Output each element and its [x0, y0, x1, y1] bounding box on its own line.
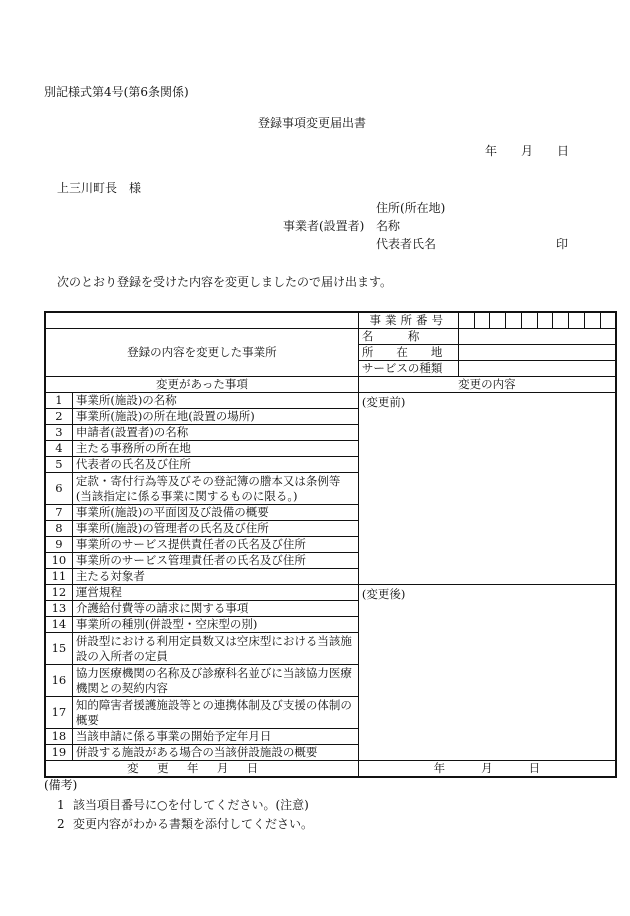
item-text: 事業所のサービス提供責任者の氏名及び住所 [72, 537, 358, 553]
office-number-row [45, 312, 616, 329]
office-number-box[interactable] [506, 312, 522, 329]
item-number[interactable]: 14 [45, 617, 72, 633]
facility-location-field[interactable] [458, 345, 616, 361]
item-number[interactable]: 4 [45, 441, 72, 457]
remark-text: 変更内容がわかる書類を添付してください。 [73, 817, 314, 831]
item-number[interactable]: 18 [45, 729, 72, 745]
seal-mark: 印 [556, 237, 569, 251]
change-date-year: 年 [433, 761, 446, 775]
remark-number: 2 [57, 817, 65, 831]
change-date-day: 日 [528, 761, 541, 775]
change-content-header: 変更の内容 [358, 377, 616, 393]
facility-label: 登録の内容を変更した事業所 [45, 329, 358, 377]
item-text: 代表者の氏名及び住所 [72, 457, 358, 473]
item-text: 介護給付費等の請求に関する事項 [72, 601, 358, 617]
changed-items-header: 変更があった事項 [45, 377, 358, 393]
office-number-box[interactable] [521, 312, 537, 329]
recipient: 上三川町長 様 [57, 181, 142, 195]
blank-corner [45, 312, 358, 329]
page-title: 登録事項変更届出書 [258, 116, 367, 130]
item-text: 当該申請に係る事業の開始予定年月日 [72, 729, 358, 745]
facility-name-label: 名 称 [358, 329, 458, 345]
form-label: 別記様式第4号(第6条関係) [44, 85, 189, 99]
office-number-box[interactable] [600, 312, 616, 329]
item-text: 知的障害者援護施設等との連携体制及び支援の体制の概要 [72, 697, 358, 729]
applicant-address-label: 住所(所在地) [376, 201, 446, 215]
item-text: 併設する施設がある場合の当該併設施設の概要 [72, 745, 358, 761]
item-number[interactable]: 11 [45, 569, 72, 585]
item-number[interactable]: 5 [45, 457, 72, 473]
facility-name-row [45, 329, 616, 345]
remark-text: 該当項目番号に○を付してください。(注意) [73, 798, 309, 812]
office-number-box[interactable] [490, 312, 506, 329]
item-number[interactable]: 10 [45, 553, 72, 569]
office-number-box[interactable] [474, 312, 490, 329]
remark-number: 1 [57, 798, 65, 812]
item-text: 申請者(設置者)の名称 [72, 425, 358, 441]
office-number-box[interactable] [553, 312, 569, 329]
date-day-label: 日 [557, 144, 570, 158]
item-text: 事業所(施設)の所在地(設置の場所) [72, 409, 358, 425]
item-number[interactable]: 7 [45, 505, 72, 521]
item-number[interactable]: 15 [45, 633, 72, 665]
item-text: 併設型における利用定員数又は空床型における当該施設の入所者の定員 [72, 633, 358, 665]
item-number[interactable]: 17 [45, 697, 72, 729]
item-number[interactable]: 6 [45, 473, 72, 505]
item-number[interactable]: 3 [45, 425, 72, 441]
item-text: 協力医療機関の名称及び診療科名並びに当該協力医療機関との契約内容 [72, 665, 358, 697]
facility-name-field[interactable] [458, 329, 616, 345]
column-header-row [45, 377, 616, 393]
before-change-field[interactable] [358, 393, 616, 585]
item-text: 主たる対象者 [72, 569, 358, 585]
service-type-field[interactable] [458, 361, 616, 377]
change-table [44, 311, 617, 778]
office-number-box[interactable] [584, 312, 600, 329]
item-number[interactable]: 12 [45, 585, 72, 601]
intro-text: 次のとおり登録を受けた内容を変更しましたので届け出ます。 [57, 275, 393, 289]
facility-location-label: 所 在 地 [358, 345, 458, 361]
applicant-name-label: 名称 [376, 219, 401, 233]
item-text: 定款・寄付行為等及びその登記簿の謄本又は条例等(当該指定に係る事業に関するものに限る。) [72, 473, 358, 505]
table-row [45, 393, 616, 409]
item-text: 事業所(施設)の名称 [72, 393, 358, 409]
office-number-box[interactable] [458, 312, 474, 329]
remarks-heading: (備考) [44, 778, 78, 792]
table-row [45, 585, 616, 601]
office-number-box[interactable] [569, 312, 585, 329]
item-number[interactable]: 1 [45, 393, 72, 409]
applicant-group-label: 事業者(設置者) [283, 219, 365, 233]
service-type-label: サービスの種類 [358, 361, 458, 377]
item-number[interactable]: 16 [45, 665, 72, 697]
after-change-field[interactable] [358, 585, 616, 761]
change-date-row [45, 761, 616, 778]
item-text: 事業所のサービス管理責任者の氏名及び住所 [72, 553, 358, 569]
date-month-label: 月 [521, 144, 534, 158]
office-number-label: 事業所番号 [358, 312, 458, 329]
change-date-field[interactable] [358, 761, 616, 778]
item-number[interactable]: 19 [45, 745, 72, 761]
change-date-label: 変更年月日 [45, 761, 358, 778]
item-text: 主たる事務所の所在地 [72, 441, 358, 457]
item-number[interactable]: 8 [45, 521, 72, 537]
item-number[interactable]: 2 [45, 409, 72, 425]
office-number-box[interactable] [537, 312, 553, 329]
item-number[interactable]: 9 [45, 537, 72, 553]
item-text: 事業所(施設)の平面図及び設備の概要 [72, 505, 358, 521]
item-number[interactable]: 13 [45, 601, 72, 617]
date-year-label: 年 [485, 144, 498, 158]
after-label: (変更後) [361, 587, 406, 601]
change-date-month: 月 [481, 761, 493, 775]
item-text: 運営規程 [72, 585, 358, 601]
applicant-rep-label: 代表者氏名 [376, 237, 437, 251]
item-text: 事業所(施設)の管理者の氏名及び住所 [72, 521, 358, 537]
before-label: (変更前) [361, 395, 406, 409]
item-text: 事業所の種別(併設型・空床型の別) [72, 617, 358, 633]
